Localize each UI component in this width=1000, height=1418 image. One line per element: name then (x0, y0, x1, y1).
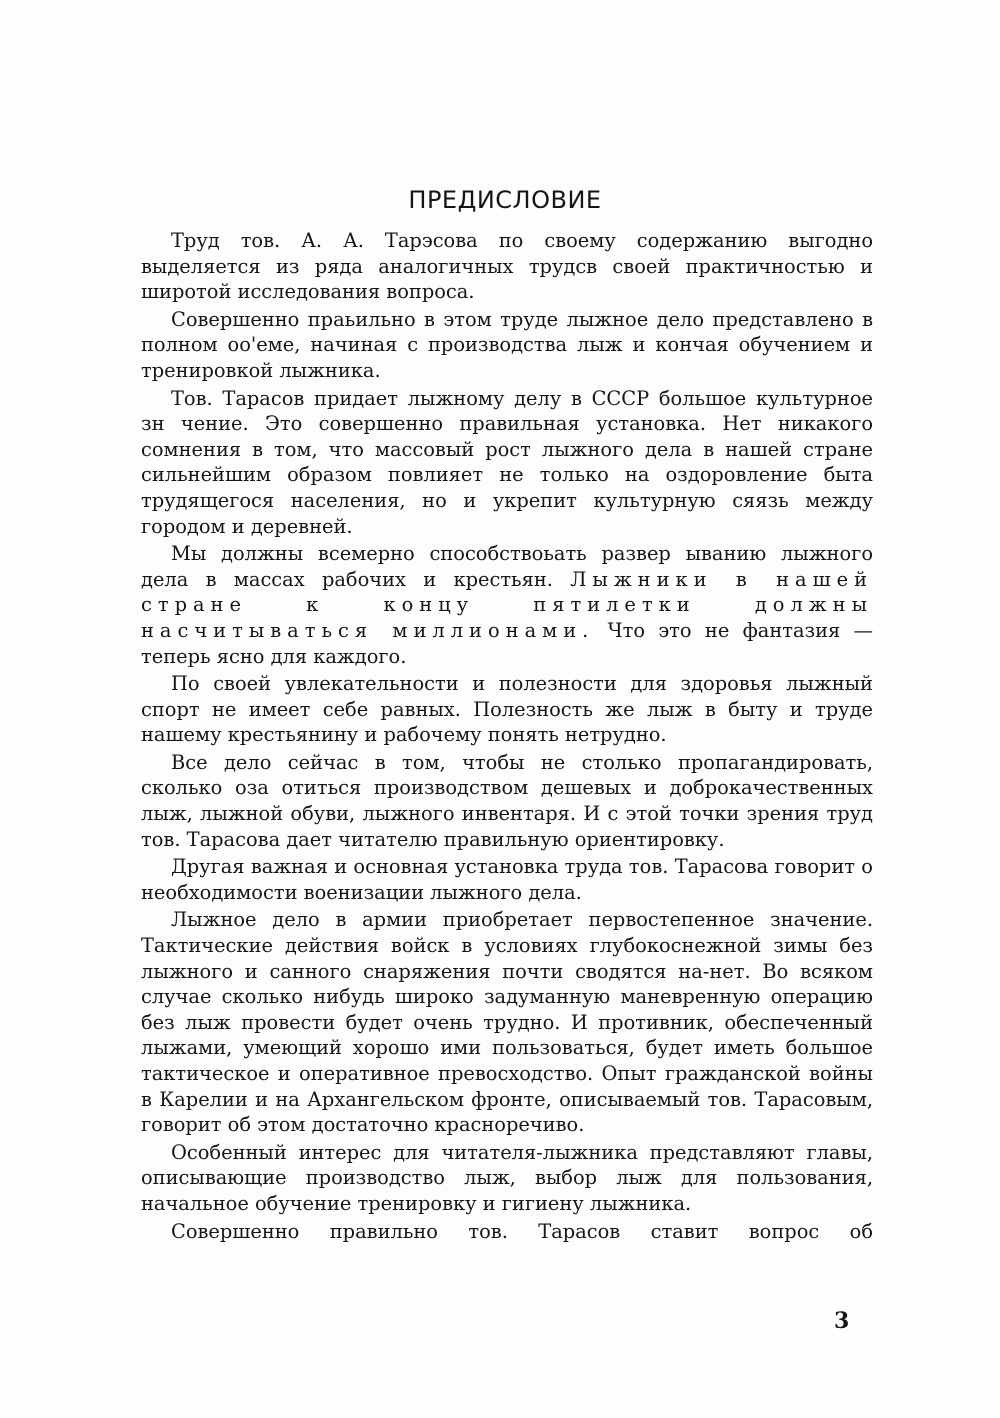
paragraph-3: Тов. Тарасов придает лыжному делу в СССР большое культурное зн чение. Это совершенно правильная установка. Нет никакого сомнения в том, что массовый рост лыжного дела в нашей стране сильнейшим образом повлияет не только на оздоровление быта трудящегося населения, но и укрепит культурную сяязь между городом и деревней. (141, 386, 873, 538)
paragraph-4-start: Мы должны всемерно способствоьать развер ыванию лыжного дела в массах рабочих и крестьян. (141, 542, 873, 591)
paragraph-10: Совершенно правильно тов. Тарасов ставит вопрос об (171, 1219, 873, 1243)
paragraph-8: Лыжное дело в армии приобретает первостепенное значение. Тактические действия войск в условиях глубокоснежной зимы без лыжного и санного снаряжения почти сводятся на-нет. Во всяком случае сколько нибудь широко задуманную маневренную операцию без лыж провести будет очень трудно. И противник, обеспеченный лыжами, умеющий хорошо ими пользоваться, будет иметь большое тактическое и оперативное превосходство. Опыт гражданской войны в Карелии и на Архангельском фронте, описываемый тов. Тарасовым, говорит об этом достаточно красноречиво. (141, 908, 873, 1137)
paragraph-2: Совершенно праьильно в этом труде лыжное дело представлено в полном оо'еме, начиная с производства лыж и кончая обучением и тренировкой лыжника. (141, 307, 873, 382)
paragraph-6: Все дело сейчас в том, чтобы не столько пропагандировать, сколько оза отиться производством дешевых и доброкачественных лыж, лыжной обуви, лыжного инвентаря. И с этой точки зрения труд тов. Тарасова дает читателю правильную ориентировку. (141, 750, 873, 851)
page-number: 3 (834, 1308, 850, 1334)
paragraph-4-end: Что это не фантазия — теперь ясно для каждого. (141, 618, 873, 668)
page-title: ПРЕДИСЛОВИЕ (408, 186, 602, 214)
paragraph-7: Другая важная и основная установка труда тов. Тарасова говорит о необходимости военизации лыжного дела. (141, 855, 873, 904)
paragraph-5: По своей увлекательности и полезности для здоровья лыжный спорт не имеет себе равных. Полезность же лыж в быту и труде нашему крестьянину и рабочему понять нетрудно. (141, 672, 873, 747)
paragraph-1: Труд тов. А. А. Тарэсова по своему содержанию выгодно выделяется из ряда аналогичных трудсв своей практичностью и широтой исследования вопроса. (141, 229, 873, 304)
preface-body (141, 228, 873, 1246)
paragraph-4 (141, 541, 873, 669)
paragraph-4-emphasis: Лыжники в нашей стране к концу пятилетки должны насчитываться миллионами. (141, 567, 873, 642)
paragraph-9: Особенный интерес для читателя-лыжника представляют главы, описывающие производство лыж, выбор лыж для пользования, начальное обучение тренировку и гигиену лыжника. (141, 1140, 873, 1215)
